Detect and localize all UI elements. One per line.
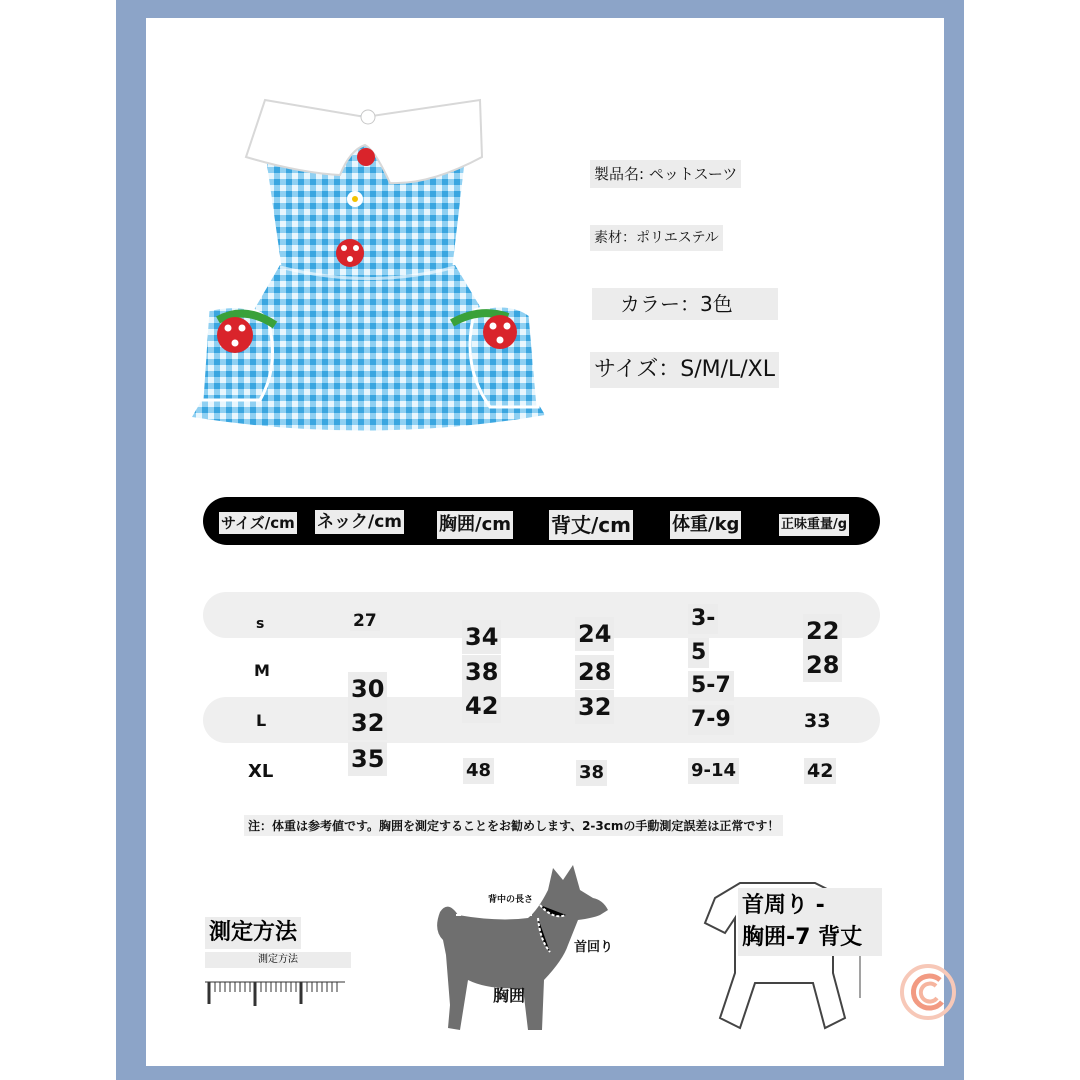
header-chest: 胸囲/cm xyxy=(437,511,513,539)
cell-weight: 9-14 xyxy=(688,758,739,784)
frame-border-right xyxy=(944,0,964,1080)
cell-chest: 42 xyxy=(462,689,501,723)
cell-neck: 32 xyxy=(348,706,387,740)
dog-neck-label: 首回り xyxy=(574,940,614,955)
product-size: サイズ：S/M/L/XL xyxy=(590,352,779,388)
ruler-icon xyxy=(205,976,345,1006)
cell-back: 32 xyxy=(575,690,614,724)
product-name: 製品名: ペットスーツ xyxy=(590,160,741,188)
cell-size: L xyxy=(256,711,267,730)
header-net-weight: 正味重量/g xyxy=(779,514,849,536)
cell-weight: 3- xyxy=(688,604,718,634)
cell-back: 28 xyxy=(575,655,614,689)
measurement-note: 注：体重は参考値です。胸囲を測定することをお勧めします、2-3cmの手動測定誤差は正常です！ xyxy=(244,815,783,836)
dress-image xyxy=(190,95,550,445)
cell-neck: 35 xyxy=(348,742,387,776)
header-neck: ネック/cm xyxy=(317,512,402,532)
dog-chest-label: 胸囲 xyxy=(493,986,526,1005)
frame-border-left xyxy=(116,0,146,1080)
cell-size: XL xyxy=(248,761,274,782)
cell-back: 38 xyxy=(576,760,607,786)
header-back: 背丈/cm xyxy=(549,510,633,540)
suit-text-line1: 首周り - xyxy=(742,893,825,918)
cell-neck: 27 xyxy=(350,611,380,631)
header-size: サイズ/cm xyxy=(221,514,295,532)
frame-border-top xyxy=(116,0,964,18)
product-material: 素材：ポリエステル xyxy=(590,225,723,251)
cell-net-weight: 33 xyxy=(804,710,831,732)
header-weight: 体重/kg xyxy=(670,511,741,539)
cell-net-weight: 22 xyxy=(803,614,842,648)
method-subtitle: 測定方法 xyxy=(205,952,351,968)
suit-measurement-text xyxy=(738,888,882,956)
cell-neck: 30 xyxy=(348,672,387,706)
watermark-logo-icon xyxy=(898,962,958,1022)
cell-chest: 38 xyxy=(462,655,501,689)
cell-chest: 34 xyxy=(462,620,501,654)
frame-border-bottom xyxy=(116,1066,964,1080)
cell-back: 24 xyxy=(575,617,614,651)
cell-weight: 7-9 xyxy=(688,705,734,735)
cell-weight: 5 xyxy=(688,638,709,668)
table-row-band xyxy=(203,592,880,638)
method-title: 測定方法 xyxy=(205,917,301,949)
table-row-band xyxy=(203,697,880,743)
cell-size: s xyxy=(256,616,265,632)
product-color: カラー：3色 xyxy=(592,288,778,320)
cell-weight: 5-7 xyxy=(688,671,734,701)
cell-net-weight: 42 xyxy=(804,758,836,784)
suit-text-line2: 胸囲-7 背丈 xyxy=(742,925,863,950)
cell-size: M xyxy=(254,661,270,680)
dog-back-label: 背中の長さ xyxy=(488,895,534,905)
cell-net-weight: 28 xyxy=(803,648,842,682)
cell-chest: 48 xyxy=(463,758,494,784)
